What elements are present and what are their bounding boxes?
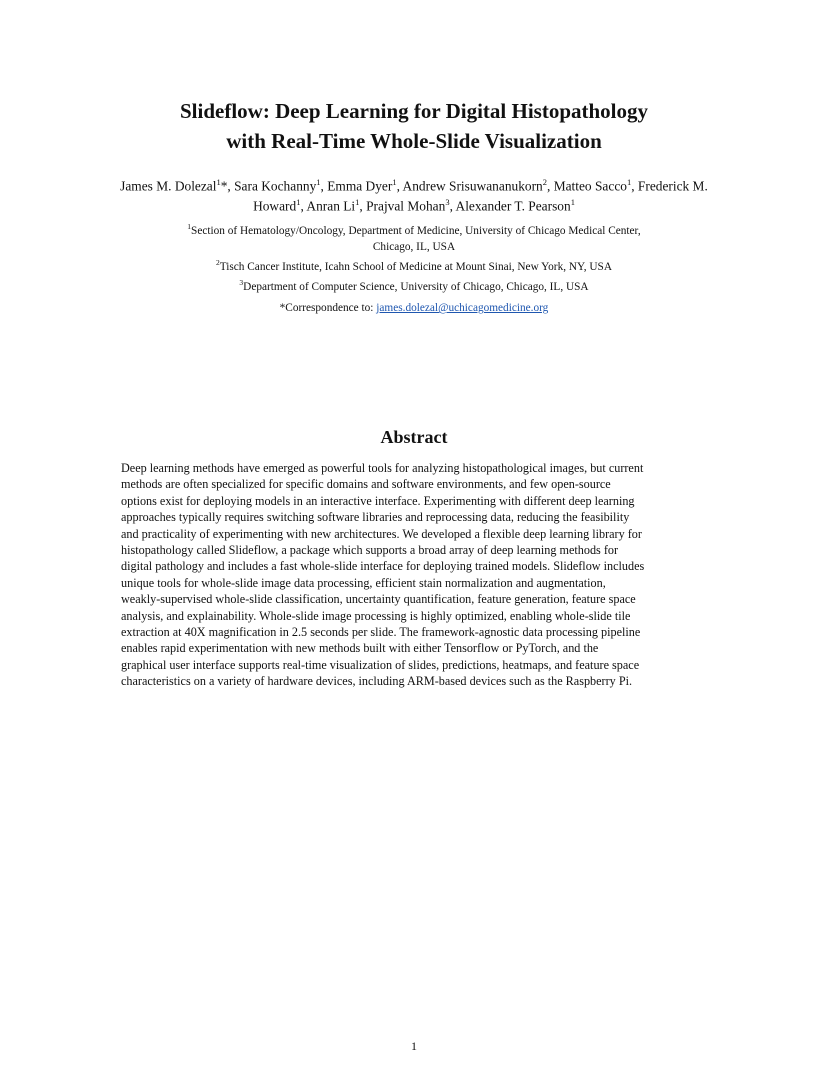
correspondence xyxy=(0,300,828,316)
title-line-1: Slideflow: Deep Learning for Digital Histopathology xyxy=(179,99,649,123)
abstract-line: weakly-supervised whole-slide classification, uncertainty quantification, feature generation, feature space xyxy=(121,592,636,607)
page-number: 1 xyxy=(411,1039,417,1053)
author-name: Emma Dyer xyxy=(327,178,393,194)
affiliation-1 xyxy=(0,219,828,239)
affiliations xyxy=(0,219,828,294)
author-affil-mark: 1 xyxy=(626,177,632,187)
abstract-line: characteristics on a variety of hardware devices, including ARM-based devices such as the Raspberry Pi. xyxy=(121,674,633,689)
author-affil-mark: 3 xyxy=(445,197,450,208)
author-list: James M. Dolezal$^1$*, Sara Kochanny$^1$, Emma Dyer$^1$, Andrew Srisuwananukorn$^2$, Matteo Sacco$^1$, Frederick M. Howard$^1$, Anran Li$^1$, Prajval Mohan$^3$, Alexander T. Pearson$^1$ xyxy=(120,177,708,214)
author-name: James M. Dolezal xyxy=(120,178,217,194)
author-affil-mark: 1 xyxy=(355,197,360,208)
paper-title xyxy=(0,96,828,156)
abstract-line: extraction at 40X magnification in 2.5 seconds per slide. The framework-agnostic data processing pipeline xyxy=(121,625,641,640)
abstract-line: approaches typically requires switching software libraries and reprocessing data, reducing the feasibility xyxy=(121,510,630,525)
author-affil-mark: 1 xyxy=(392,177,397,187)
abstract-line: unique tools for whole-slide image data processing, efficient stain normalization and augmentation, xyxy=(121,575,606,590)
abstract-line: and practicality of experimenting with new architectures. We developed a flexible deep learning library for xyxy=(121,526,642,541)
correspondence-label: *Correspondence to: xyxy=(279,302,374,314)
abstract-line: methods are often specialized for specific domains and software environments, and few open-source xyxy=(121,477,611,492)
abstract-line: Deep learning methods have emerged as powerful tools for analyzing histopathological images, but current xyxy=(121,461,644,475)
affiliation-1-cont: Chicago, IL, USA xyxy=(372,240,456,253)
author-affil-mark: 1 xyxy=(216,177,221,187)
abstract-heading: Abstract xyxy=(380,427,448,447)
author-name: Frederick M. Howard xyxy=(253,178,708,214)
affiliation-text: Department of Computer Science, University of Chicago, Chicago, IL, USA xyxy=(243,280,589,293)
abstract-line: analysis, and explainability. Whole-slide image processing is highly optimized, enabling whole-slide tile xyxy=(121,608,631,623)
correspondence-email-link[interactable]: james.dolezal@uchicagomedicine.org xyxy=(376,302,549,314)
author-name: Alexander T. Pearson xyxy=(455,198,571,214)
author-name: Matteo Sacco xyxy=(553,178,627,194)
title-line-2: with Real-Time Whole-Slide Visualization xyxy=(226,129,602,153)
affiliation-text: Tisch Cancer Institute, Icahn School of Medicine at Mount Sinai, New York, NY, USA xyxy=(219,260,612,273)
affiliation-mark: 3 xyxy=(239,277,244,287)
abstract-line: graphical user interface supports real-time visualization of slides, predictions, heatmaps, and feature space xyxy=(121,657,640,672)
affiliation-3 xyxy=(0,275,828,295)
author-name: Sara Kochanny xyxy=(234,178,317,194)
author-affil-mark: 1 xyxy=(316,177,321,187)
author-name: Anran Li xyxy=(306,198,356,214)
affiliation-2 xyxy=(0,255,828,275)
author-name: Prajval Mohan xyxy=(366,198,446,214)
abstract-body xyxy=(121,460,721,690)
author-affil-mark: 1 xyxy=(296,197,301,208)
abstract-line: enables rapid experimentation with new methods built with either Tensorflow or PyTorch, and the xyxy=(121,641,599,656)
abstract-line: digital pathology and includes a fast whole-slide interface for deploying trained models. Slideflow includes xyxy=(121,559,645,574)
affiliation-mark: 1 xyxy=(187,222,192,231)
author-affil-mark: 2 xyxy=(542,177,547,187)
affiliation-text: Section of Hematology/Oncology, Department of Medicine, University of Chicago Medical Center, xyxy=(191,224,641,237)
abstract-line: histopathology called Slideflow, a package which supports a broad array of deep learning methods for xyxy=(121,543,619,558)
abstract-line: options exist for deploying models in an interactive interface. Experimenting with different deep learning xyxy=(121,493,635,508)
affiliation-mark: 2 xyxy=(216,257,220,267)
author-affil-mark: 1 xyxy=(570,197,575,208)
author-name: Andrew Srisuwananukorn xyxy=(402,178,543,194)
